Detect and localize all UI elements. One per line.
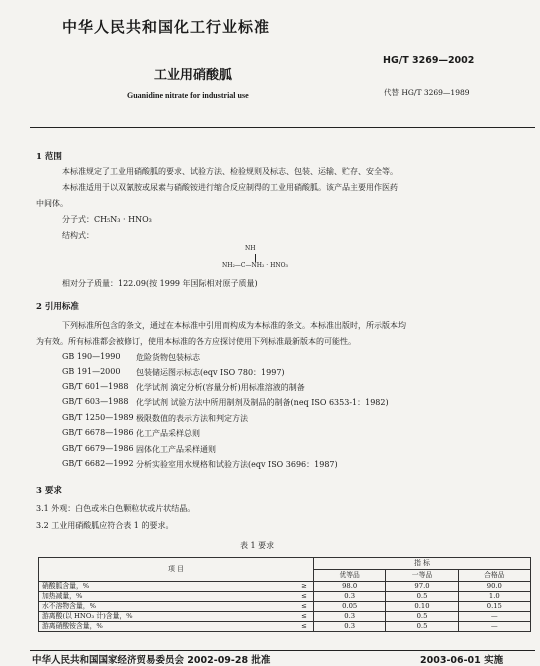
standard-category-title: 中华人民共和国化工行业标准 [62,18,271,36]
row-comparator: ≤ [295,622,314,632]
requirements-table [38,557,531,632]
ref-code: GB/T 6682—1992 [62,459,134,468]
row-comparator: ≤ [295,612,314,622]
document-subtitle: Guanidine nitrate for industrial use [127,91,249,100]
ref-code: GB/T 603—1988 [62,397,129,406]
header-divider [30,127,535,128]
replaces-note: 代替 HG/T 3269—1989 [384,88,470,97]
cell-value: 1.0 [458,592,530,602]
ref-title: 化学试剂 滴定分析(容量分析)用标准溶液的制备 [136,383,305,392]
cell-value: 0.5 [386,592,458,602]
ref-code: GB/T 1250—1989 [62,413,134,422]
cell-value: 0.05 [314,602,386,612]
ref-code: GB/T 6679—1986 [62,444,134,453]
molecular-mass: 相对分子质量：122.09(按 1999 年国际相对原子质量) [62,279,258,288]
ref-code: GB/T 6678—1986 [62,428,134,437]
row-name: 游离酸(以 HNO₃ 计)含量，% [39,612,296,622]
section-3-item-1: 3.1 外观：白色或米白色颗粒状或片状结晶。 [36,504,196,513]
cell-value: 0.5 [386,612,458,622]
table-row [39,582,531,592]
structure-double-bond [255,254,256,262]
table-row [39,592,531,602]
col-header-item: 项 目 [39,558,314,582]
table-row [39,612,531,622]
structure-label: 结构式： [62,231,94,240]
molecular-formula: 分子式：CH₅N₃ · HNO₃ [62,215,152,224]
cell-value: 0.3 [314,592,386,602]
cell-value: — [458,612,530,622]
section-2-heading: 2 引用标准 [36,302,79,312]
ref-title: 危险货物包装标志 [136,353,200,362]
col-header-grade-premium: 优等品 [314,570,386,582]
cell-value: 0.3 [314,622,386,632]
footer-divider [30,650,535,651]
ref-code: GB/T 601—1988 [62,382,129,391]
ref-code: GB 191—2000 [62,367,121,376]
section-2-para-line-2: 为有效。所有标准都会被修订，使用本标准的各方应探讨使用下列标准最新版本的可能性。 [36,337,356,346]
ref-title: 包装储运图示标志(eqv ISO 780：1997) [136,368,285,377]
document-title: 工业用硝酸胍 [154,68,233,83]
structure-main-line: NH₂—C—NH₂ · HNO₃ [222,262,288,269]
cell-value: 90.0 [458,582,530,592]
table-row [39,602,531,612]
row-comparator: ≥ [295,582,314,592]
cell-value: 0.10 [386,602,458,612]
cell-value: 0.15 [458,602,530,612]
table-caption: 表 1 要求 [240,541,275,550]
row-name: 游离硝酸铵含量，% [39,622,296,632]
col-header-index: 指 标 [314,558,531,570]
section-2-para-line-1: 下列标准所包含的条文，通过在本标准中引用而构成为本标准的条文。本标准出版时，所示版本均 [62,321,406,330]
effective-date: 2003-06-01 实施 [420,655,504,666]
cell-value: 0.3 [314,612,386,622]
section-3-item-2: 3.2 工业用硝酸胍应符合表 1 的要求。 [36,521,174,530]
cell-value: 97.0 [386,582,458,592]
section-1-para-2-line-2: 中间体。 [36,199,68,208]
cell-value: 98.0 [314,582,386,592]
table-row [39,622,531,632]
approval-note: 中华人民共和国国家经济贸易委员会 2002-09-28 批准 [32,655,271,666]
ref-code: GB 190—1990 [62,352,121,361]
structure-nh: NH [245,245,256,252]
row-comparator: ≤ [295,592,314,602]
document-code: HG/T 3269—2002 [383,55,475,66]
col-header-grade-first: 一等品 [386,570,458,582]
section-1-heading: 1 范围 [36,152,62,162]
ref-title: 极限数值的表示方法和判定方法 [136,414,248,423]
ref-title: 固体化工产品采样通则 [136,445,216,454]
section-1-para-2-line-1: 本标准适用于以双氰胺或尿素与硝酸铵进行缩合反应制得的工业用硝酸胍。该产品主要用作医药 [62,183,398,192]
row-name: 加热减量，% [39,592,296,602]
row-name: 硝酸胍含量，% [39,582,296,592]
ref-title: 分析实验室用水规格和试验方法(eqv ISO 3696：1987) [136,460,338,469]
cell-value: — [458,622,530,632]
row-name: 水不溶物含量，% [39,602,296,612]
section-1-para-1: 本标准规定了工业用硝酸胍的要求、试验方法、检验规则及标志、包装、运输、贮存、安全等。 [62,167,398,176]
ref-title: 化学试剂 试验方法中所用制剂及制品的制备(neq ISO 6353-1：1982) [136,398,389,407]
cell-value: 0.5 [386,622,458,632]
row-comparator: ≤ [295,602,314,612]
col-header-grade-qualified: 合格品 [458,570,530,582]
section-3-heading: 3 要求 [36,486,62,496]
ref-title: 化工产品采样总则 [136,429,200,438]
